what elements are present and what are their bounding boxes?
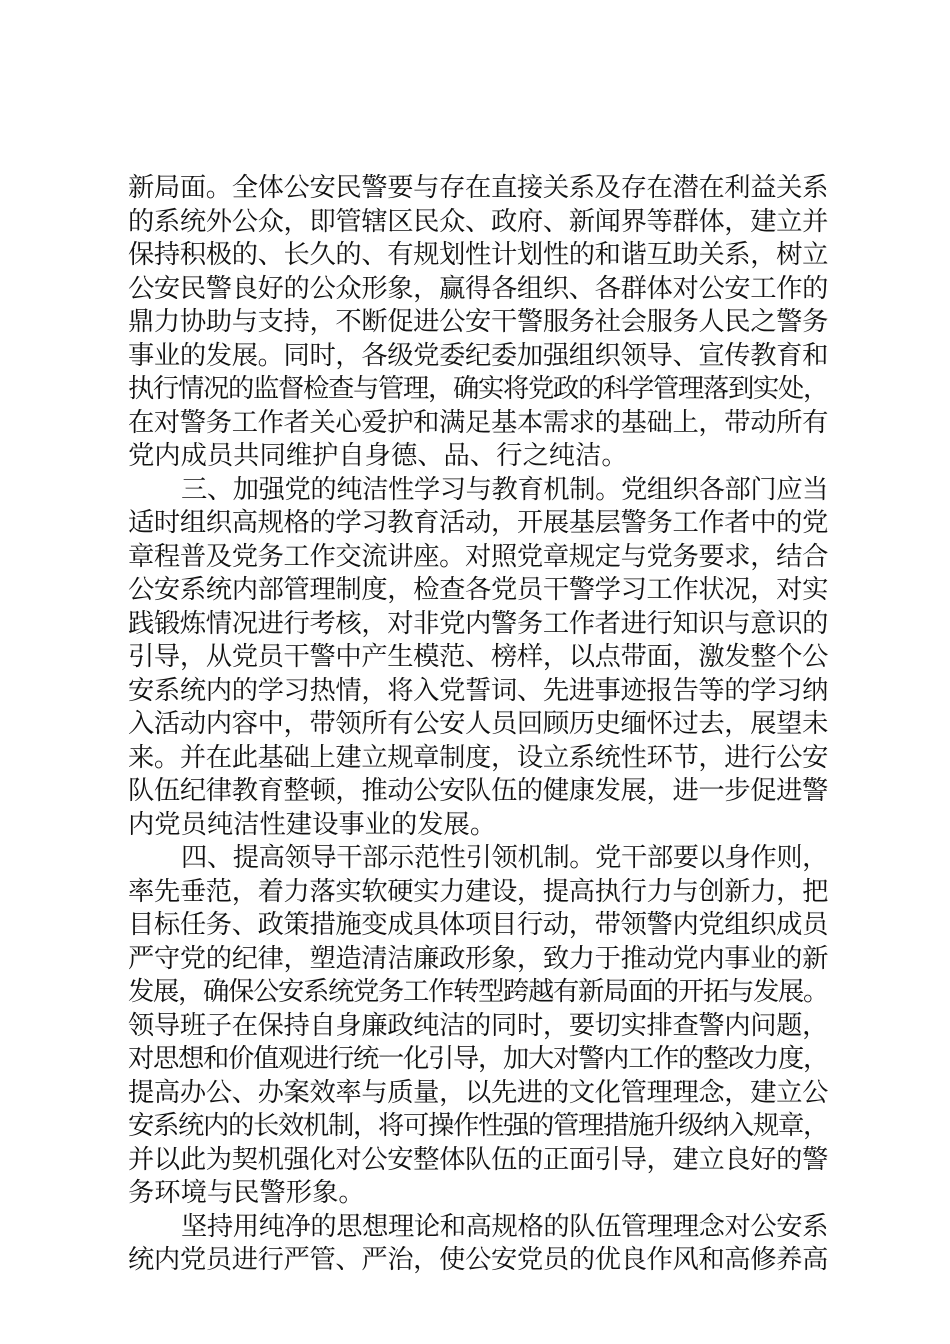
text-line: 在对警务工作者关心爱护和满足基本需求的基础上，带动所有	[128, 407, 828, 438]
text-line: 鼎力协助与支持，不断促进公安干警服务社会服务人民之警务	[128, 307, 828, 337]
text-line: 并以此为契机强化对公安整体队伍的正面引导，建立良好的警	[128, 1144, 828, 1175]
text-line: 发展，确保公安系统党务工作转型跨越有新局面的开拓与发展。	[128, 977, 828, 1007]
text-line: 引导，从党员干警中产生模范、榜样，以点带面，激发整个公	[128, 642, 828, 672]
text-line: 务环境与民警形象。	[128, 1178, 365, 1208]
text-line: 的系统外公众，即管辖区民众、政府、新闻界等群体，建立并	[128, 206, 828, 237]
text-line: 新局面。全体公安民警要与存在直接关系及存在潜在利益关系	[128, 173, 828, 203]
text-line: 公安系统内部管理制度，检查各党员干警学习工作状况，对实	[128, 575, 828, 605]
text-line: 公安民警良好的公众形象，赢得各组织、各群体对公安工作的	[128, 273, 828, 304]
text-line: 来。并在此基础上建立规章制度，设立系统性环节，进行公安	[128, 742, 828, 773]
text-line: 事业的发展。同时，各级党委纪委加强组织领导、宣传教育和	[128, 340, 828, 371]
paragraph-first-line: 四、提高领导干部示范性引领机制。党干部要以身作则，	[181, 843, 828, 873]
paragraph-first-line: 坚持用纯净的思想理论和高规格的队伍管理理念对公安系	[181, 1211, 828, 1242]
text-line: 队伍纪律教育整顿，推动公安队伍的健康发展，进一步促进警	[128, 776, 828, 806]
text-line: 入活动内容中，带领所有公安人员回顾历史缅怀过去，展望未	[128, 709, 828, 739]
text-line: 安系统内的学习热情，将入党誓词、先进事迹报告等的学习纳	[128, 675, 828, 706]
paragraph-first-line: 三、加强党的纯洁性学习与教育机制。党组织各部门应当	[181, 474, 828, 505]
text-line: 率先垂范，着力落实软硬实力建设，提高执行力与创新力，把	[128, 876, 828, 907]
text-line: 目标任务、政策措施变成具体项目行动，带领警内党组织成员	[128, 910, 828, 940]
text-line: 保持积极的、长久的、有规划性计划性的和谐互助关系，树立	[128, 240, 828, 270]
text-line: 领导班子在保持自身廉政纯洁的同时，要切实排查警内问题，	[128, 1010, 828, 1041]
text-line: 党内成员共同维护自身德、品、行之纯洁。	[128, 441, 628, 471]
text-line: 执行情况的监督检查与管理，确实将党政的科学管理落到实处，	[128, 374, 828, 404]
text-line: 章程普及党务工作交流讲座。对照党章规定与党务要求，结合	[128, 541, 828, 572]
text-line: 提高办公、办案效率与质量，以先进的文化管理理念，建立公	[128, 1077, 828, 1108]
text-line: 统内党员进行严管、严治，使公安党员的优良作风和高修养高	[128, 1245, 828, 1275]
text-line: 内党员纯洁性建设事业的发展。	[128, 809, 497, 840]
text-line: 安系统内的长效机制，将可操作性强的管理措施升级纳入规章，	[128, 1111, 828, 1141]
document-body	[128, 172, 828, 1278]
text-line: 适时组织高规格的学习教育活动，开展基层警务工作者中的党	[128, 508, 828, 538]
text-line: 践锻炼情况进行考核，对非党内警务工作者进行知识与意识的	[128, 608, 828, 639]
text-line: 对思想和价值观进行统一化引导，加大对警内工作的整改力度，	[128, 1044, 828, 1074]
text-line: 严守党的纪律，塑造清洁廉政形象，致力于推动党内事业的新	[128, 943, 828, 974]
